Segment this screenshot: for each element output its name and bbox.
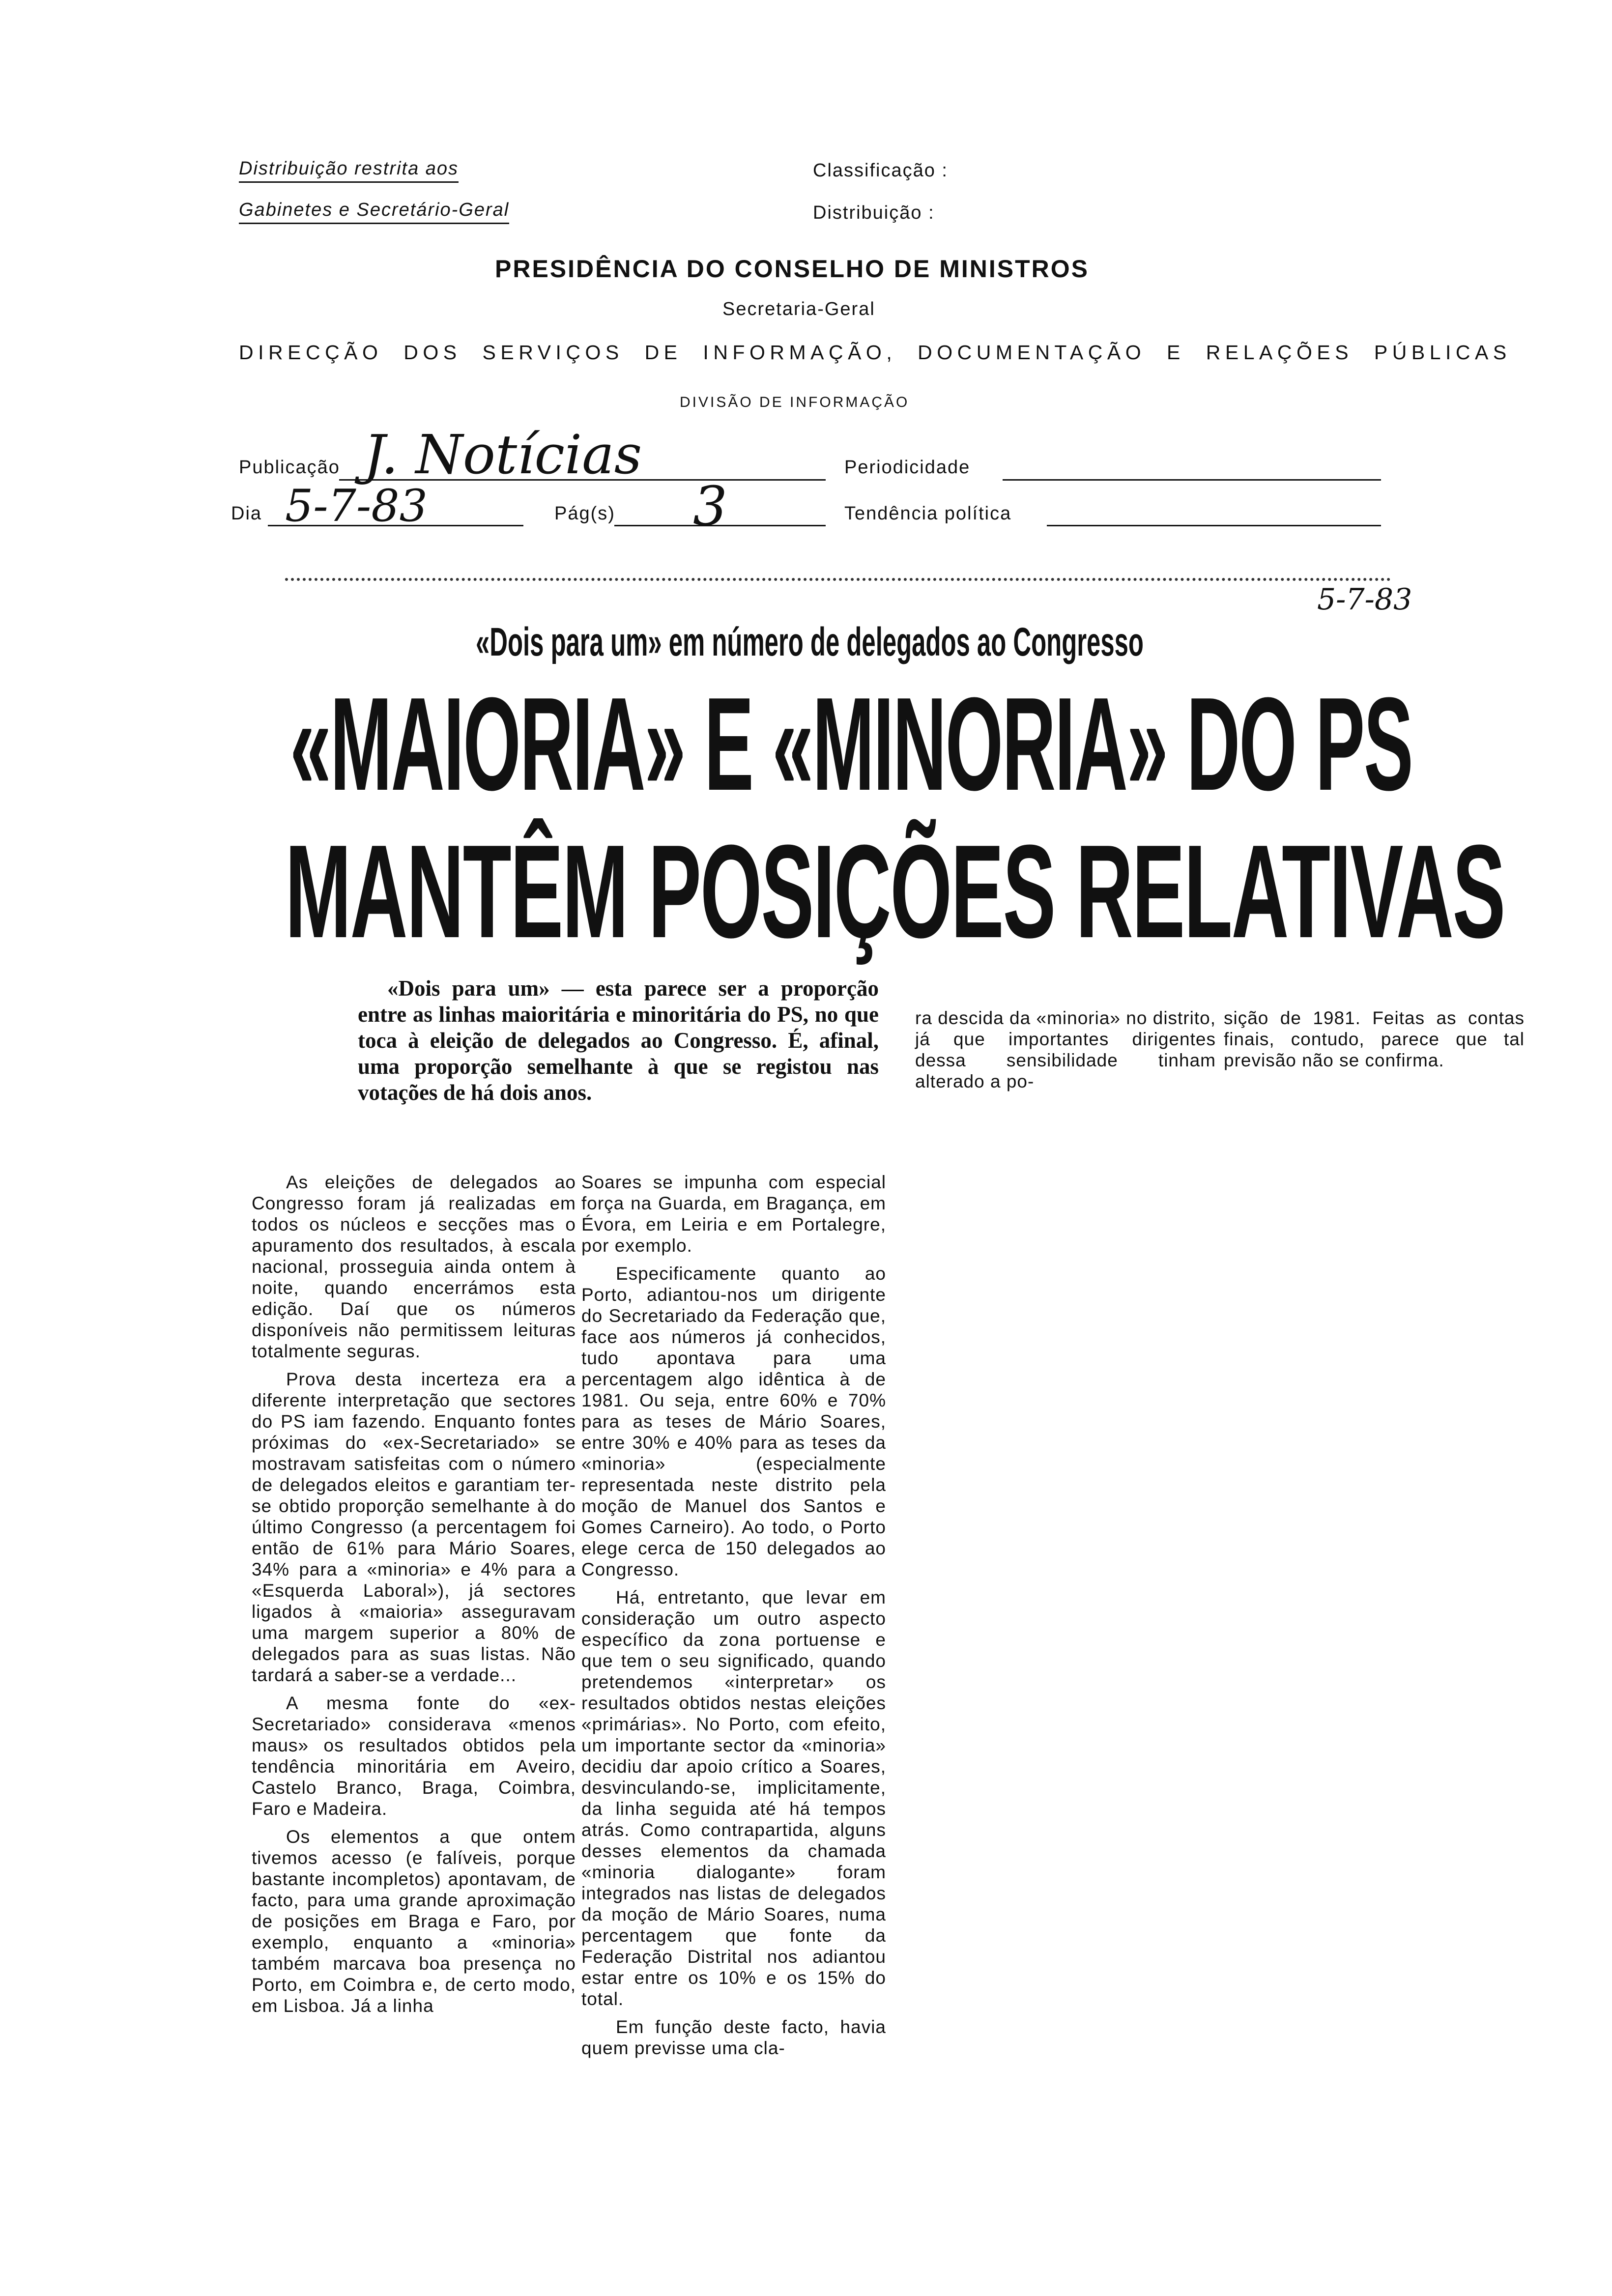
political-tendency-label: Tendência política bbox=[844, 503, 1012, 524]
clipping-top-edge bbox=[285, 578, 1391, 581]
page-title: PRESIDÊNCIA DO CONSELHO DE MINISTROS bbox=[495, 255, 1090, 283]
political-tendency-line bbox=[1047, 525, 1381, 526]
distribution-restriction-line1: Distribuição restrita aos bbox=[239, 158, 459, 183]
paragraph: ra descida da «minoria» no distrito, já que importantes dirigentes dessa sensibilidade tinham alterado a po- bbox=[915, 1008, 1216, 1091]
paragraph: Prova desta incerteza era a diferente interpretação que sectores do PS iam fazendo. Enquanto fontes próximas do «ex-Secretariado» se mostravam satisfeitas com o número de delegados eleitos e garantiam ter-se obtido proporção semelhante à do último Congresso (a percentagem foi então de 61% para Mário Soares, 34% para a «minoria» e 4% para a «Esquerda Laboral»), já sectores ligados à «maioria» asseguravam uma margem superior a 80% de delegados para as suas listas. Não tardará a saber-se a verdade... bbox=[252, 1369, 576, 1685]
article-kicker: «Dois para um» em número de delegados ao Congresso bbox=[476, 620, 1144, 664]
article-lede: «Dois para um» — esta parece ser a proporção entre as linhas maioritária e minoritária do PS, no que toca à eleição de delegados ao Congresso. É, afinal, uma proporção semelhante à que se registou nas votações de há dois anos. bbox=[358, 976, 879, 1105]
directorate: DIRECÇÃO DOS SERVIÇOS DE INFORMAÇÃO, DOCUMENTAÇÃO E RELAÇÕES PÚBLICAS bbox=[239, 341, 1511, 364]
paragraph: Em função deste facto, havia quem previsse uma cla- bbox=[581, 2017, 886, 2058]
paragraph: sição de 1981. Feitas as contas finais, contudo, parece que tal previsão não se confirma. bbox=[1224, 1008, 1525, 1070]
paragraph: Os elementos a que ontem tivemos acesso (e falíveis, porque bastante incompletos) apontavam, de facto, para uma grande aproximação de posições em Braga e Faro, por exemplo, enquanto a «minoria» também marcava boa presença no Porto, em Coimbra e, de certo modo, em Lisboa. Já a linha bbox=[252, 1827, 576, 2016]
publication-label: Publicação bbox=[239, 457, 340, 478]
headline-line2: MANTÊM POSIÇÕES RELATIVAS bbox=[285, 818, 1505, 966]
periodicity-label: Periodicidade bbox=[844, 457, 971, 478]
paragraph: Soares se impunha com especial força na Guarda, em Bragança, em Évora, em Leiria e em Portalegre, por exemplo. bbox=[581, 1172, 886, 1256]
article-column-3 bbox=[915, 1007, 1216, 1092]
headline-line1: «MAIORIA» E «MINORIA» DO PS bbox=[290, 670, 1412, 818]
pages-handwritten: 3 bbox=[693, 475, 727, 538]
subtitle: Secretaria-Geral bbox=[722, 299, 875, 319]
periodicity-line bbox=[1003, 479, 1381, 481]
division: DIVISÃO DE INFORMAÇÃO bbox=[680, 394, 910, 410]
paragraph: Especificamente quanto ao Porto, adiantou-nos um dirigente do Secretariado da Federação que, face aos números já conhecidos, tudo apontava para uma percentagem algo idêntica à de 1981. Ou seja, entre 60% e 70% para as teses de Mário Soares, entre 30% e 40% para as teses da «minoria» (especialmente representada neste distrito pela moção de Manuel dos Santos e Gomes Carneiro). Ao todo, o Porto elege cerca de 150 delegados ao Congresso. bbox=[581, 1263, 886, 1579]
handwritten-date: 5-7-83 bbox=[1317, 582, 1412, 617]
paragraph: As eleições de delegados ao Congresso foram já realizadas em todos os núcleos e secções mas o apuramento dos resultados, à escala nacional, prosseguia ainda ontem à noite, quando encerrámos esta edição. Daí que os números disponíveis não permitissem leituras totalmente seguras. bbox=[252, 1172, 576, 1361]
paragraph: Há, entretanto, que levar em consideração um outro aspecto específico da zona portuense e que tem o seu significado, quando pretendemos «interpretar» os resultados obtidos nestas eleições «primárias». No Porto, com efeito, um importante sector da «minoria» decidiu dar apoio crítico a Soares, desvinculando-se, implicitamente, da linha seguida até há tempos atrás. Como contrapartida, alguns desses elementos da chamada «minoria dialogante» foram integrados nas listas de delegados da moção de Mário Soares, numa percentagem que fonte da Federação Distrital nos adiantou estar entre os 10% e os 15% do total. bbox=[581, 1587, 886, 2009]
distribution-restriction-line2: Gabinetes e Secretário-Geral bbox=[239, 200, 509, 224]
article-column-2 bbox=[581, 1172, 886, 2059]
classification-label: Classificação : bbox=[813, 160, 948, 181]
publication-handwritten: J. Notícias bbox=[364, 423, 642, 486]
pages-label: Pág(s) bbox=[554, 503, 615, 524]
paragraph: A mesma fonte do «ex-Secretariado» considerava «menos maus» os resultados obtidos pela tendência minoritária em Aveiro, Castelo Branco, Braga, Coimbra, Faro e Madeira. bbox=[252, 1693, 576, 1819]
article-column-4 bbox=[1224, 1007, 1525, 1071]
article-column-1 bbox=[252, 1172, 576, 2016]
distribution-label: Distribuição : bbox=[813, 202, 935, 223]
day-label: Dia bbox=[231, 503, 262, 524]
day-handwritten: 5-7-83 bbox=[285, 480, 428, 532]
